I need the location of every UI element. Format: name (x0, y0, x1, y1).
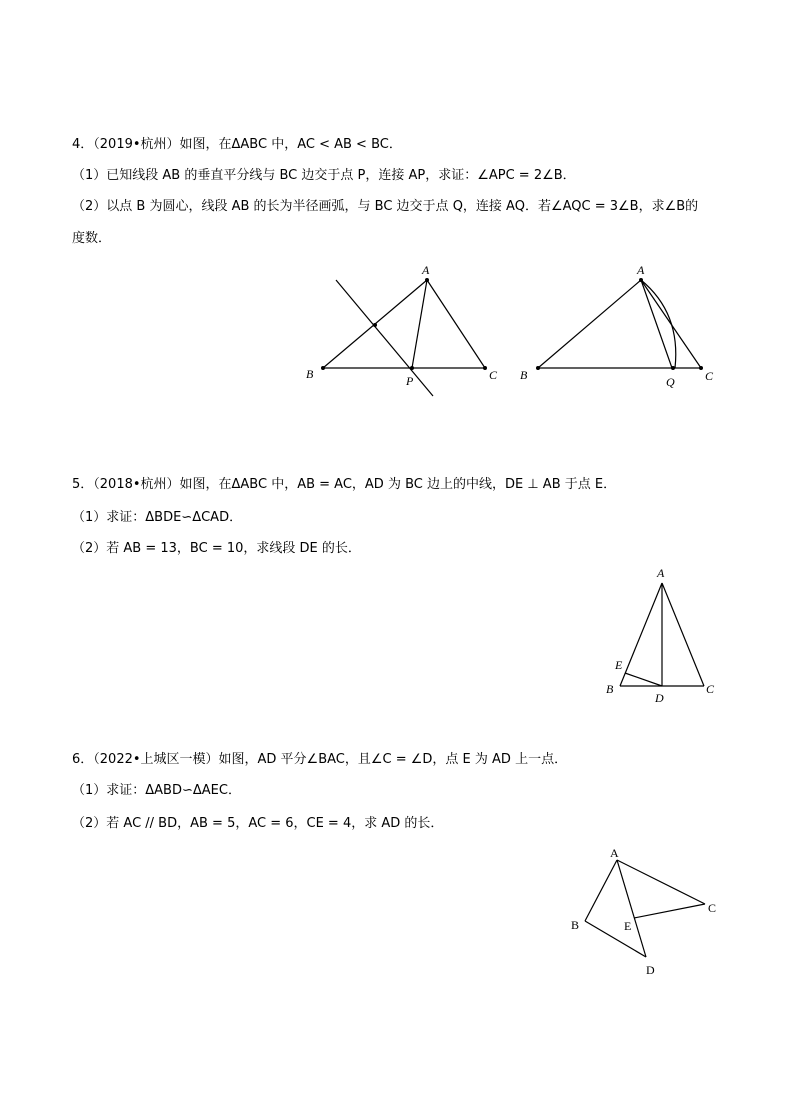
segment-ab (620, 583, 662, 686)
point-b-dot (321, 366, 325, 370)
label-c: C (706, 682, 715, 696)
p4-part2: （2）以点 B 为圆心，线段 AB 的长为半径画弧，与 BC 边交于点 Q，连接 AQ．若∠AQC = 3∠B，求∠B的 (72, 199, 699, 214)
segment-ab (538, 280, 641, 368)
label-d: D (646, 963, 655, 977)
label-a: A (422, 263, 430, 277)
label-e: E (624, 919, 632, 933)
p4-part2-cont: 度数． (72, 231, 112, 246)
p5-part2: （2）若 AB = 13，BC = 10，求线段 DE 的长． (72, 541, 361, 556)
p6-part2: （2）若 AC // BD，AB = 5，AC = 6，CE = 4，求 AD 的长． (72, 816, 444, 831)
p5-title: 5．（2018•杭州）如图，在ΔABC 中，AB = AC，AD 为 BC 边上的中线，DE ⊥ AB 于点 E． (72, 477, 617, 492)
label-p: P (406, 374, 414, 388)
point-a-dot (639, 278, 643, 282)
label-a: A (657, 566, 665, 580)
p6-figure (560, 842, 730, 982)
segment-ap (412, 280, 427, 368)
label-c: C (489, 368, 498, 382)
label-q: Q (666, 375, 675, 389)
segment-ac (427, 280, 485, 368)
segment-ac (662, 583, 704, 686)
label-a: A (637, 263, 645, 277)
label-a: A (610, 846, 619, 860)
label-b: B (571, 918, 580, 932)
segment-de (625, 673, 662, 686)
label-c: C (708, 901, 717, 915)
p4-part1: （1）已知线段 AB 的垂直平分线与 BC 边交于点 P，连接 AP，求证：∠APC = 2∠B． (72, 168, 576, 183)
segment-ab (585, 860, 617, 921)
perpendicular-bisector (336, 280, 433, 396)
midpoint-dot (373, 323, 377, 327)
label-b: B (306, 367, 314, 381)
label-b: B (606, 682, 614, 696)
p6-title: 6．（2022•上城区一模）如图，AD 平分∠BAC，且∠C = ∠D，点 E 为 AD 上一点． (72, 752, 568, 767)
label-b: B (520, 368, 528, 382)
point-c-dot (699, 366, 703, 370)
p4-figure-1 (300, 258, 510, 398)
point-p-dot (410, 366, 414, 370)
segment-ac (617, 860, 705, 904)
segment-ce (634, 904, 705, 918)
p4-title: 4．（2019•杭州）如图，在ΔABC 中，AC < AB < BC． (72, 137, 402, 152)
p5-part1: （1）求证：ΔBDE∽ΔCAD． (72, 510, 243, 525)
label-d: D (655, 691, 664, 705)
p6-part1: （1）求证：ΔABD∽ΔAEC． (72, 783, 241, 798)
segment-aq (641, 280, 672, 368)
p4-figure-2 (515, 258, 725, 398)
point-q-dot (671, 366, 675, 370)
label-e: E (615, 658, 623, 672)
point-a-dot (425, 278, 429, 282)
p5-figure (600, 562, 730, 712)
point-b-dot (536, 366, 540, 370)
point-c-dot (483, 366, 487, 370)
label-c: C (705, 369, 714, 383)
